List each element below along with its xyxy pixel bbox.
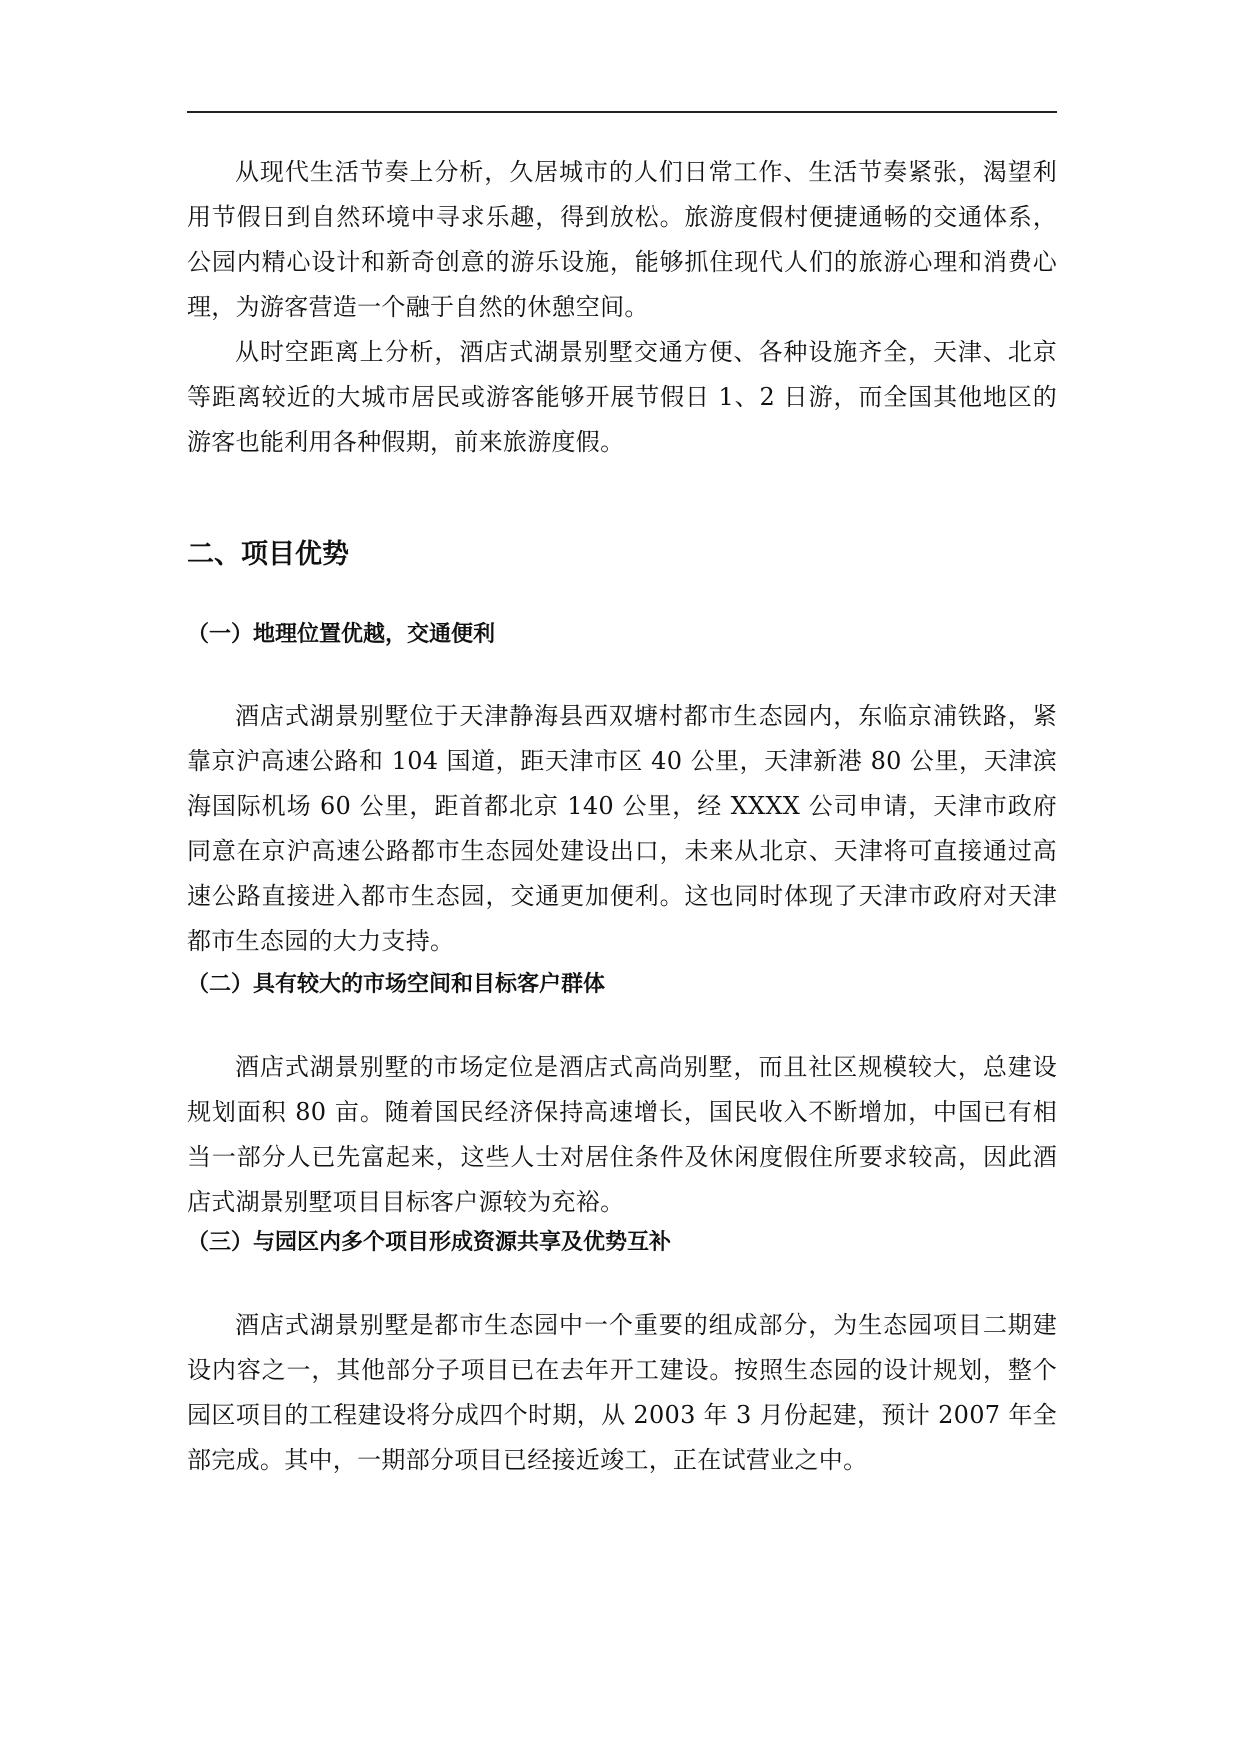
paragraph-distance-analysis: 从时空距离上分析，酒店式湖景别墅交通方便、各种设施齐全，天津、北京等距离较近的大城市居民或游客能够开展节假日 1、2 日游，而全国其他地区的游客也能利用各种假期，前来旅游度假。 <box>187 338 1057 456</box>
paragraph-market: 酒店式湖景别墅的市场定位是酒店式高尚别墅，而且社区规模较大，总建设规划面积 80 亩。随着国民经济保持高速增长，国民收入不断增加，中国已有相当一部分人已先富起来，这些人士对居住条件及休闲度假住所要求较高，因此酒店式湖景别墅项目目标客户源较为充裕。 <box>187 1053 1057 1216</box>
paragraph-location: 酒店式湖景别墅位于天津静海县西双塘村都市生态园内，东临京浦铁路，紧靠京沪高速公路和 104 国道，距天津市区 40 公里，天津新港 80 公里，天津滨海国际机场 60 公里，距首都北京 140 公里，经 XXXX 公司申请，天津市政府同意在京沪高速公路都市生态园处建设出口，未来从北京、天津将可直接通过高速公路直接进入都市生态园，交通更加便利。这也同时体现了天津市政府对天津都市生态园的大力支持。 <box>187 702 1057 955</box>
paragraph-leisure-analysis: 从现代生活节奏上分析，久居城市的人们日常工作、生活节奏紧张，渴望利用节假日到自然环境中寻求乐趣，得到放松。旅游度假村便捷通畅的交通体系，公园内精心设计和新奇创意的游乐设施，能够抓住现代人们的旅游心理和消费心理，为游客营造一个融于自然的休憩空间。 <box>187 158 1057 321</box>
subsection-title-synergy: （三）与园区内多个项目形成资源共享及优势互补 <box>187 1230 672 1255</box>
subsection-body-market <box>187 1045 1057 1225</box>
paragraph-synergy: 酒店式湖景别墅是都市生态园中一个重要的组成部分，为生态园项目二期建设内容之一，其他部分子项目已在去年开工建设。按照生态园的设计规划，整个园区项目的工程建设将分成四个时期，从 2003 年 3 月份起建，预计 2007 年全部完成。其中，一期部分项目已经接近竣工，正在试营业之中。 <box>187 1311 1057 1474</box>
subsection-title-market: （二）具有较大的市场空间和目标客户群体 <box>187 972 606 997</box>
section-title: 二、项目优势 <box>187 539 349 570</box>
intro-paragraphs <box>187 150 1057 465</box>
subsection-body-location <box>187 694 1057 964</box>
subsection-title-location: （一）地理位置优越，交通便利 <box>187 622 496 647</box>
subsection-body-synergy <box>187 1303 1057 1483</box>
header-rule <box>187 111 1057 113</box>
